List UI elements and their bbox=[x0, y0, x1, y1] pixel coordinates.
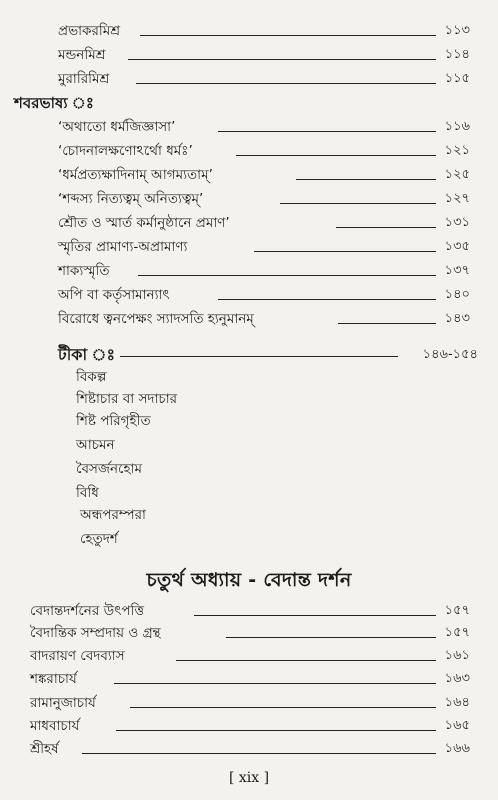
toc-entry-page: ১৬৪ bbox=[444, 695, 470, 710]
leader-line bbox=[218, 299, 436, 300]
toc-entry-page: ১৫৭ bbox=[444, 603, 470, 618]
toc-entry bbox=[58, 284, 470, 306]
toc-entry-title: বিরোধে ত্বনপেক্ষং স্যাদসতি হ্যনুমানম্ bbox=[58, 311, 254, 327]
toc-entry bbox=[58, 212, 470, 234]
toc-entry-page: ১৬১ bbox=[444, 648, 470, 663]
toc-entry-title: শ্রৌত ও স্মার্ত কর্মানুষ্ঠানে প্রমাণ’ bbox=[58, 215, 230, 231]
tika-pages: ১৪৬-১৫৪ bbox=[422, 347, 478, 362]
toc-entry-title: প্রভাকরমিশ্র bbox=[58, 23, 121, 39]
tika-item: হেতুদর্শ bbox=[80, 531, 118, 547]
toc-entry bbox=[58, 44, 470, 66]
tika-title: টীকা ঃ bbox=[58, 345, 116, 364]
toc-entry bbox=[58, 20, 470, 42]
toc-entry-page: ১২১ bbox=[444, 143, 470, 158]
toc-entry bbox=[58, 236, 470, 258]
toc-entry-title: অপি বা কর্তৃসামান্যাৎ bbox=[58, 287, 170, 303]
tika-heading bbox=[58, 344, 478, 368]
toc-entry bbox=[58, 188, 470, 210]
toc-entry-page: ১২৫ bbox=[444, 167, 470, 182]
leader-line bbox=[128, 59, 436, 60]
leader-line bbox=[138, 275, 436, 276]
toc-entry-page: ১৪৩ bbox=[444, 311, 470, 326]
tika-item: বিধি bbox=[76, 485, 99, 501]
section-heading-shabar: শবরভাষ্য ঃ bbox=[14, 94, 94, 112]
toc-entry-page: ১৩৭ bbox=[444, 263, 470, 278]
toc-entry-title: বেদান্তদর্শনের উৎপত্তি bbox=[30, 603, 144, 619]
toc-entry-title: মাধবাচার্য bbox=[30, 718, 80, 734]
toc-entry bbox=[30, 622, 470, 644]
leader-line bbox=[218, 131, 436, 132]
toc-entry-title: শঙ্করাচার্য bbox=[30, 671, 77, 687]
toc-entry-title: ‘ধর্মপ্রত্যক্ষাদিনাম্ আগম্যতাম্’ bbox=[58, 167, 213, 183]
toc-entry bbox=[58, 116, 470, 138]
toc-entry-page: ১৩৫ bbox=[444, 239, 470, 254]
toc-entry bbox=[30, 600, 470, 622]
toc-entry-page: ১২৭ bbox=[444, 191, 470, 206]
toc-entry-title: রামানুজাচার্য bbox=[30, 695, 96, 711]
toc-entry-title: স্মৃতির প্রামাণ্য-অপ্রামাণ্য bbox=[58, 239, 188, 255]
toc-entry-title: শাক্যস্মৃতি bbox=[58, 263, 110, 279]
leader-line bbox=[254, 251, 436, 252]
tika-item: অন্ধপরম্পরা bbox=[80, 507, 146, 523]
toc-entry-page: ১১৫ bbox=[444, 71, 470, 86]
leader-line bbox=[136, 83, 436, 84]
toc-entry-title: মুরারিমিশ্র bbox=[58, 71, 110, 87]
toc-entry bbox=[58, 140, 470, 162]
toc-entry bbox=[58, 308, 470, 330]
leader-line bbox=[116, 730, 436, 731]
toc-entry bbox=[58, 164, 470, 186]
leader-line bbox=[82, 753, 436, 754]
toc-entry bbox=[30, 738, 470, 760]
leader-line bbox=[296, 179, 436, 180]
leader-line bbox=[194, 615, 436, 616]
leader-line bbox=[176, 660, 436, 661]
toc-entry-title: ‘শব্দস্য নিত্যত্বম্ অনিত্যত্বম্’ bbox=[58, 191, 204, 207]
toc-entry-page: ১৪০ bbox=[444, 287, 470, 302]
tika-item: আচমন bbox=[76, 437, 115, 453]
leader-line bbox=[280, 203, 436, 204]
toc-entry-page: ১৬৬ bbox=[444, 741, 470, 756]
toc-entry-page: ১১৬ bbox=[444, 119, 470, 134]
toc-entry bbox=[30, 715, 470, 737]
leader-line bbox=[140, 35, 436, 36]
toc-entry-page: ১৬৫ bbox=[444, 718, 470, 733]
toc-entry-page: ১১৩ bbox=[444, 23, 470, 38]
toc-entry bbox=[30, 645, 470, 667]
leader-line bbox=[120, 356, 398, 357]
leader-line bbox=[130, 707, 436, 708]
tika-item: বৈসর্জনহোম bbox=[76, 461, 142, 477]
leader-line bbox=[338, 323, 436, 324]
toc-entry-page: ১৬৩ bbox=[444, 671, 470, 686]
toc-entry bbox=[30, 668, 470, 690]
leader-line bbox=[236, 155, 436, 156]
toc-entry-title: ‘চোদনালক্ষণোঽর্থো ধর্মঃ’ bbox=[58, 143, 193, 159]
leader-line bbox=[114, 683, 436, 684]
leader-line bbox=[226, 637, 436, 638]
tika-item: বিকল্প bbox=[76, 369, 107, 385]
toc-entry bbox=[58, 68, 470, 90]
toc-entry-page: ১৩১ bbox=[444, 215, 470, 230]
toc-entry-page: ১৫৭ bbox=[444, 625, 470, 640]
toc-entry bbox=[30, 692, 470, 714]
toc-entry-title: বৈদান্তিক সম্প্রদায় ও গ্রন্থ bbox=[30, 625, 161, 641]
toc-entry-title: বাদরায়ণ বেদব্যাস bbox=[30, 648, 125, 664]
toc-entry bbox=[58, 260, 470, 282]
toc-entry-title: মন্ডনমিশ্র bbox=[58, 47, 106, 63]
toc-entry-title: ‘অথাতো ধর্মজিজ্ঞাসা’ bbox=[58, 119, 176, 135]
chapter-title: চতুর্থ অধ্যায় - বেদান্ত দর্শন bbox=[146, 569, 352, 591]
tika-item: শিষ্টাচার বা সদাচার bbox=[76, 391, 178, 407]
toc-entry-page: ১১৪ bbox=[444, 47, 470, 62]
tika-item: শিষ্ট পরিগৃহীত bbox=[76, 413, 151, 429]
toc-entry-title: শ্রীহর্ষ bbox=[30, 741, 59, 757]
page-number: [ xix ] bbox=[228, 770, 270, 786]
leader-line bbox=[336, 227, 436, 228]
